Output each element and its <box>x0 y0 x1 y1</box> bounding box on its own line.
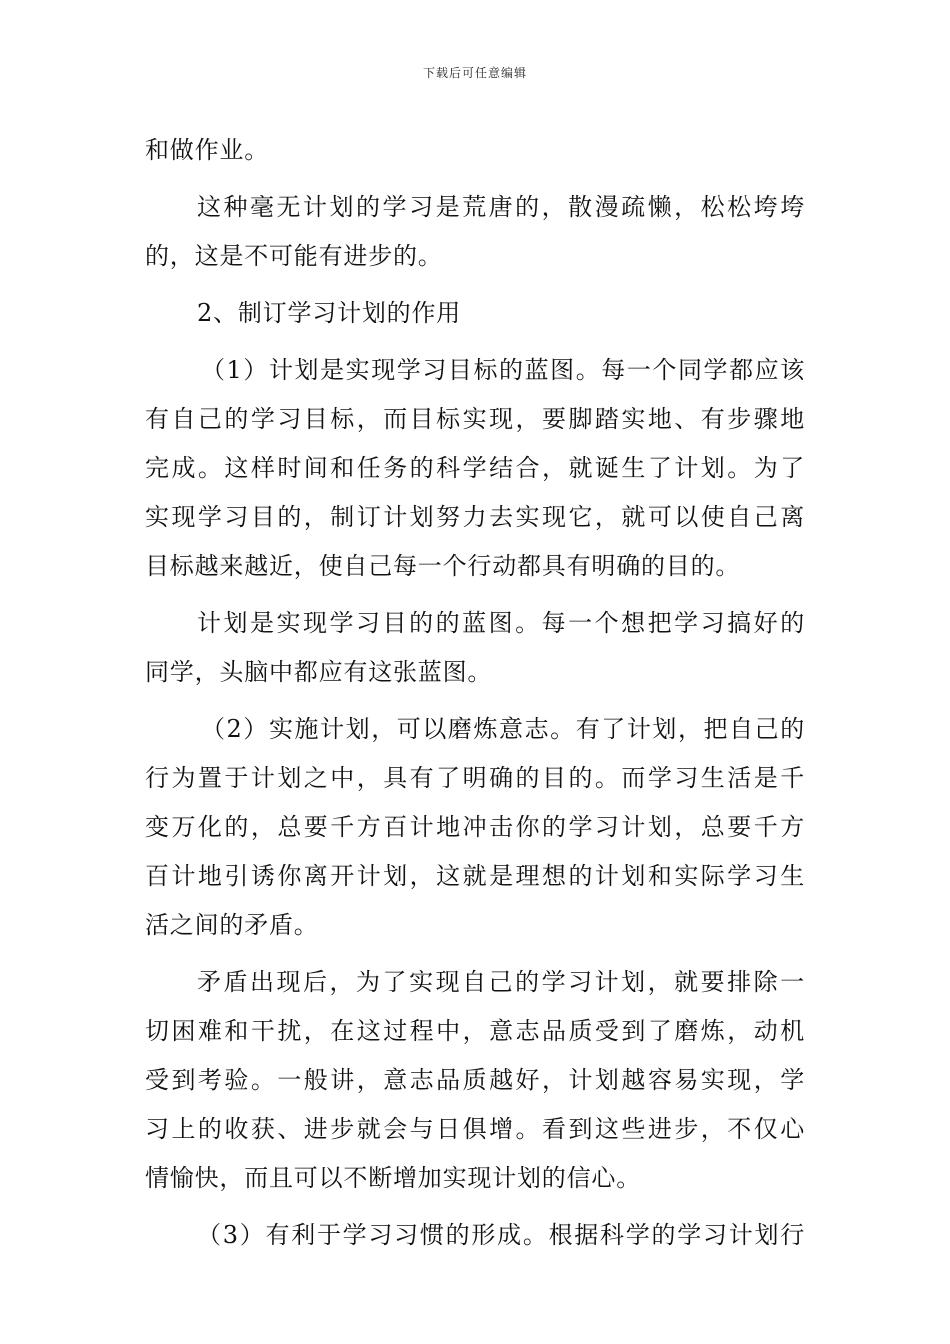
paragraph <box>145 599 805 697</box>
document-body <box>145 126 805 1260</box>
text-line: 有自己的学习目标，而目标实现，要脚踏实地、有步骤地 <box>145 405 805 433</box>
paragraph <box>145 126 805 175</box>
text-line: 同学，头脑中都应有这张蓝图。 <box>145 658 493 686</box>
text-line: 百计地引诱你离开计划，这就是理想的计划和实际学习生 <box>145 862 805 890</box>
text-line: 目标越来越近，使自己每一个行动都具有明确的目的。 <box>145 552 741 580</box>
text-line: 矛盾出现后，为了实现自己的学习计划，就要排除一 <box>197 968 805 996</box>
text-line: 和做作业。 <box>145 136 269 164</box>
text-line: （2）实施计划，可以磨炼意志。有了计划，把自己的 <box>201 715 805 743</box>
text-line: 习上的收获、进步就会与日俱增。看到这些进步，不仅心 <box>145 1115 805 1143</box>
section-heading <box>145 289 805 338</box>
page-header-note: 下载后可任意编辑 <box>422 66 527 80</box>
paragraph <box>145 346 805 591</box>
text-line: 这种毫无计划的学习是荒唐的，散漫疏懒，松松垮垮 <box>197 193 805 221</box>
text-line: 完成。这样时间和任务的科学结合，就诞生了计划。为了 <box>145 454 805 482</box>
text-line: 切困难和干扰，在这过程中，意志品质受到了磨炼，动机 <box>145 1017 805 1045</box>
text-line: 行为置于计划之中，具有了明确的目的。而学习生活是千 <box>145 764 805 792</box>
text-line: 活之间的矛盾。 <box>145 911 319 939</box>
text-line: 计划是实现学习目的的蓝图。每一个想把学习搞好的 <box>197 609 805 637</box>
text-line: 变万化的，总要千方百计地冲击你的学习计划，总要千方 <box>145 813 805 841</box>
text-line: 情愉快，而且可以不断增加实现计划的信心。 <box>145 1164 641 1192</box>
text-line: 受到考验。一般讲，意志品质越好，计划越容易实现，学 <box>145 1066 805 1094</box>
paragraph <box>145 183 805 281</box>
paragraph <box>145 1211 805 1260</box>
text-line: 的，这是不可能有进步的。 <box>145 242 443 270</box>
text-line: （1）计划是实现学习目标的蓝图。每一个同学都应该 <box>201 356 805 384</box>
text-line: （3）有利于学习习惯的形成。根据科学的学习计划行 <box>197 1221 805 1249</box>
section-heading-text: 2、制订学习计划的作用 <box>197 299 462 327</box>
text-line: 实现学习目的，制订计划努力去实现它，就可以使自己离 <box>145 503 805 531</box>
paragraph <box>145 705 805 950</box>
paragraph <box>145 958 805 1203</box>
